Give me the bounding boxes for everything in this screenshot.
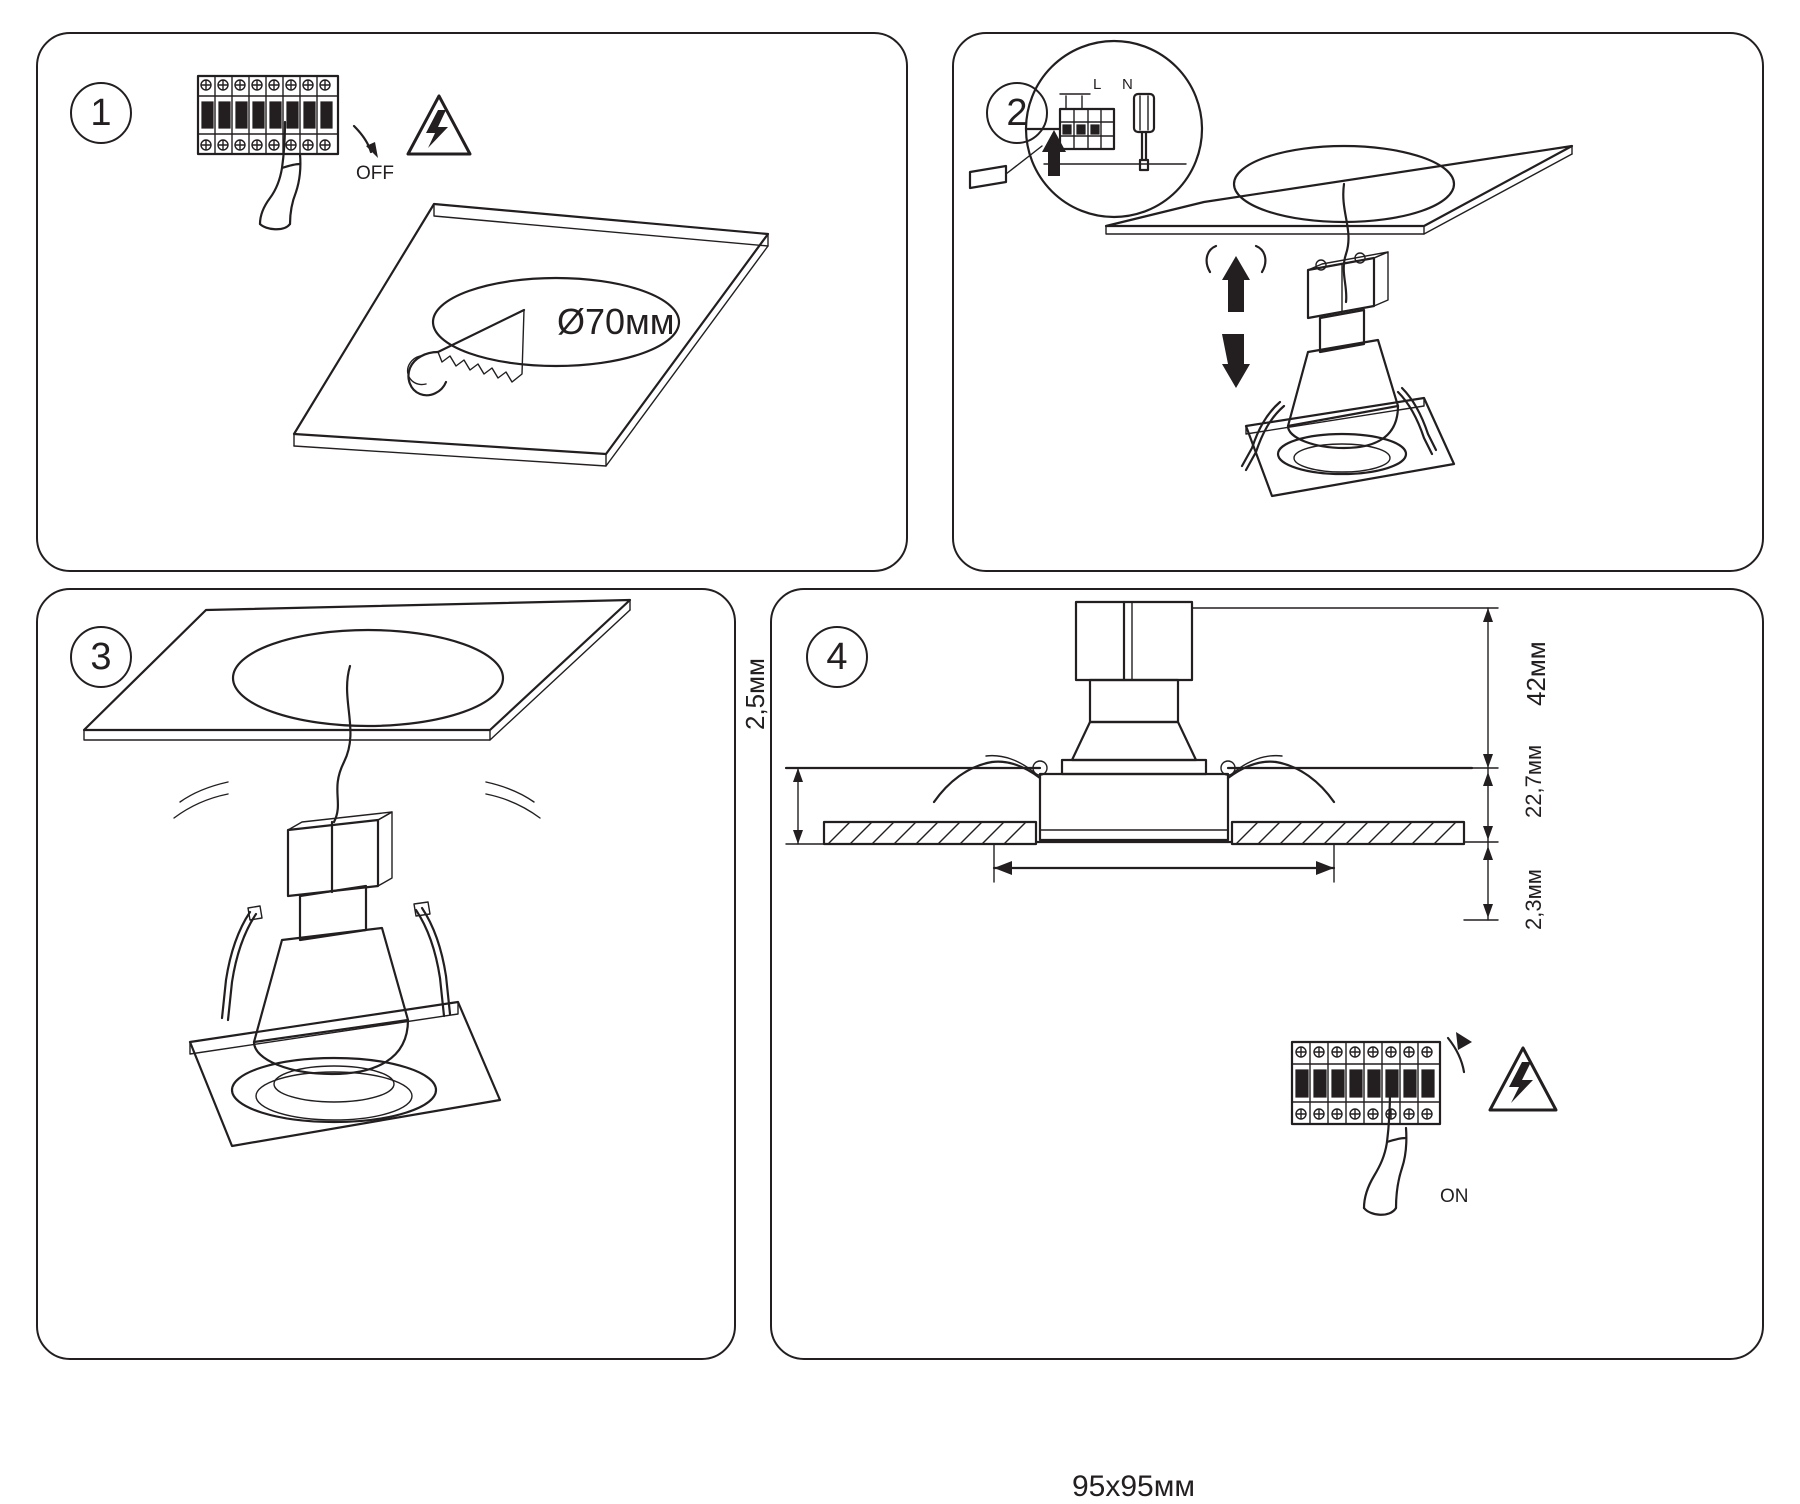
dimension-2-5mm-vertical: 2,5мм [740,658,770,730]
high-voltage-warning-icon [1490,1048,1556,1110]
luminaire-icon [190,812,500,1146]
dimension-95x95mm [994,844,1334,882]
breaker-off-arrow-icon [354,126,378,158]
screwdriver-icon [1134,94,1154,170]
dimension-42mm [1192,608,1498,768]
cutout-hole-icon [233,630,503,726]
breaker-off-label: OFF [356,163,394,184]
step-1-badge: 1 [70,82,132,144]
circuit-breaker-icon [1292,1042,1440,1124]
breaker-on-arrow-icon [1448,1032,1472,1072]
ceiling-panel-icon [84,600,630,740]
terminal-block-icon [1060,94,1114,149]
terminal-l-label: L [1093,76,1102,93]
dimension-22-7mm-vertical: 22,7мм [1521,744,1546,818]
step-1-panel [36,32,908,572]
ceiling-panel-icon [294,204,768,466]
circuit-breaker-icon [198,76,338,154]
motion-lines-icon [174,782,540,818]
section-view-icon [786,602,1472,844]
up-arrow-icon [1207,246,1266,312]
magnifier-callout-icon [1026,41,1202,217]
step-1-illustration [38,34,906,570]
dimension-2-3mm-vertical: 2,3мм [1521,869,1546,930]
step-2-badge: 2 [986,82,1048,144]
dimension-42mm-vertical: 42мм [1521,641,1551,706]
breaker-on-label: ON [1440,1186,1469,1207]
step-3-panel [36,588,736,1360]
cutout-size-label: 95x95мм [1072,1470,1195,1503]
down-arrow-icon [1222,334,1250,388]
step-3-badge: 3 [70,626,132,688]
terminal-n-label: N [1122,76,1133,93]
step-2-panel [952,32,1764,572]
step-3-illustration [38,590,734,1358]
step-4-badge: 4 [806,626,868,688]
dimension-22-7mm [1464,768,1498,842]
connector-tab-icon [970,130,1066,188]
dimension-2-5mm [786,768,824,844]
step-4-panel [770,588,1764,1503]
step-2-illustration [954,34,1762,570]
step-4-illustration [772,590,1762,1358]
hole-diameter-label: Ø70мм [557,301,675,342]
dimension-2-3mm [1464,842,1498,920]
high-voltage-warning-icon [408,96,470,154]
luminaire-icon [1242,252,1454,496]
